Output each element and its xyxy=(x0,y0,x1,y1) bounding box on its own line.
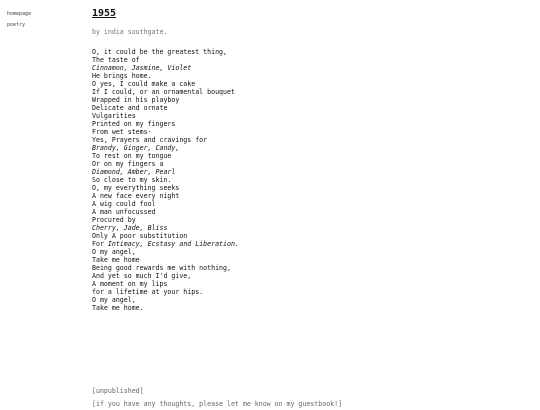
poem-line: To rest on my tongue xyxy=(92,152,532,160)
poem-line: From wet stems- xyxy=(92,128,532,136)
site-nav xyxy=(7,9,31,31)
poem-line: O, it could be the greatest thing, xyxy=(92,48,532,56)
poem-line: Procured by xyxy=(92,216,532,224)
poem-line-italic: Intimacy, Ecstasy and Liberation. xyxy=(108,240,239,248)
nav-link-poetry[interactable]: poetry xyxy=(7,20,31,31)
poem-line: A moment on my lips xyxy=(92,280,532,288)
poem-line: Being good rewards me with nothing, xyxy=(92,264,532,272)
poem-line: So close to my skin. xyxy=(92,176,532,184)
publication-status: [unpublished] xyxy=(92,385,342,398)
poem-line: Only A poor substitution xyxy=(92,232,532,240)
poem-line: Or on my fingers a xyxy=(92,160,532,168)
poem-line: He brings home. xyxy=(92,72,532,80)
poem-line: Printed on my fingers xyxy=(92,120,532,128)
nav-link-homepage[interactable]: homepage xyxy=(7,9,31,20)
poem-line: Cinnamon, Jasmine, Violet xyxy=(92,64,532,72)
poem-line: Delicate and ornate xyxy=(92,104,532,112)
poem-line: Vulgarities xyxy=(92,112,532,120)
poem-line: The taste of xyxy=(92,56,532,64)
poem-line: If I could, or an ornamental bouquet xyxy=(92,88,532,96)
poem-footer xyxy=(92,385,342,410)
guestbook-link[interactable]: [if you have any thoughts, please let me know on my guestbook!] xyxy=(92,398,342,410)
poem-line: And yet so much I'd give, xyxy=(92,272,532,280)
poem-line: for a lifetime at your hips. xyxy=(92,288,532,296)
poem-line: A man unfocussed xyxy=(92,208,532,216)
poem-line: Diamond, Amber, Pearl xyxy=(92,168,532,176)
poem-title: 1955 xyxy=(92,8,532,20)
poem-line: O yes, I could make a cake xyxy=(92,80,532,88)
poem-line: O my angel, xyxy=(92,296,532,304)
poem-line: Wrapped in his playboy xyxy=(92,96,532,104)
poem-byline: by india southgate. xyxy=(92,28,532,37)
poem-line: O my angel, xyxy=(92,248,532,256)
poem-line: A new face every night xyxy=(92,192,532,200)
poem-line: Take me home xyxy=(92,256,532,264)
poem-line: Take me home. xyxy=(92,304,532,312)
poem-line-text: For xyxy=(92,240,108,248)
poem-line xyxy=(92,240,532,248)
poem-line: A wig could fool xyxy=(92,200,532,208)
poem-content xyxy=(92,8,532,312)
poem-line: Cherry, Jade, Bliss xyxy=(92,224,532,232)
poem-line: O, my everything seeks xyxy=(92,184,532,192)
poem-line: Brandy, Ginger, Candy, xyxy=(92,144,532,152)
poem-body xyxy=(92,48,532,312)
poem-line: Yes, Prayers and cravings for xyxy=(92,136,532,144)
